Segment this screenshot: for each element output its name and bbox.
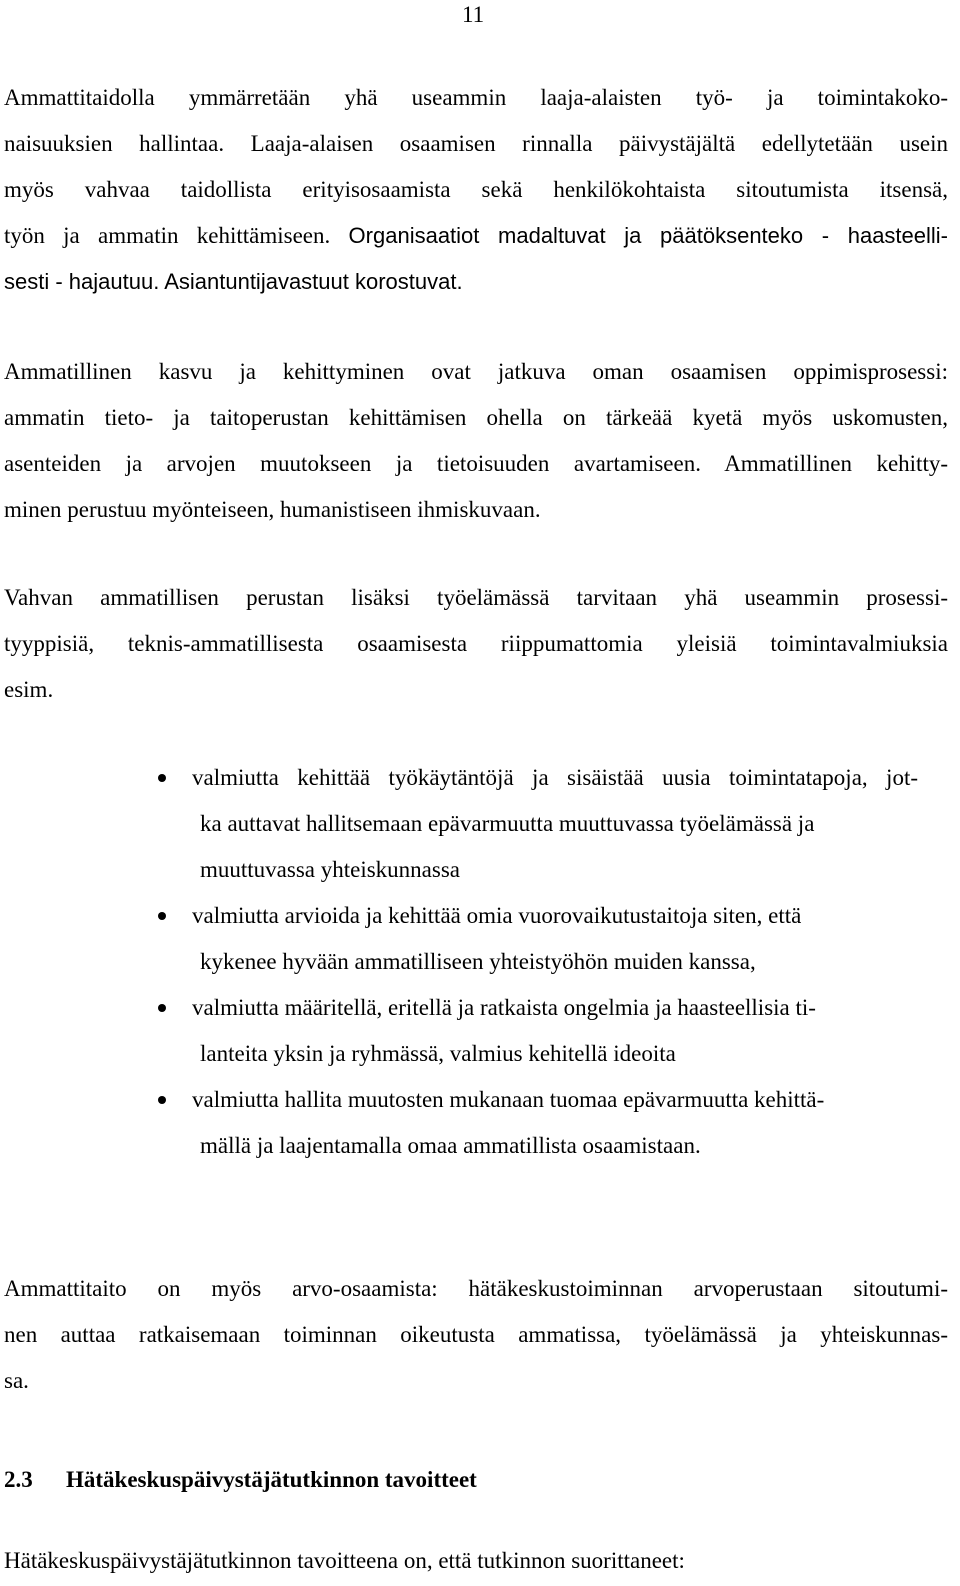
list-item-continuation	[158, 939, 918, 985]
list-item-text: muuttuvassa yhteiskunnassa	[200, 857, 460, 882]
list-item-continuation	[158, 1031, 918, 1077]
paragraph-line: minen perustuu myönteiseen, humanistiseen ihmiskuvaan.	[4, 497, 541, 522]
paragraph-1	[4, 75, 948, 305]
paragraph-line: esim.	[4, 677, 54, 702]
page-number: 11	[462, 2, 485, 27]
section-title: Hätäkeskuspäivystäjätutkinnon tavoitteet	[66, 1467, 477, 1492]
paragraph-4	[4, 1266, 948, 1404]
bullet-icon	[158, 1004, 166, 1012]
list-item	[158, 893, 918, 939]
list-item	[158, 1077, 918, 1123]
paragraph-line-part: työn ja ammatin kehittämiseen.	[4, 223, 331, 248]
paragraph-line: Hätäkeskuspäivystäjätutkinnon tavoitteena on, että tutkinnon suorittaneet:	[4, 1548, 685, 1573]
list-item	[158, 985, 918, 1031]
paragraph-line: Ammatillinen kasvu ja kehittyminen ovat jatkuva oman osaamisen oppimisprosessi:	[4, 359, 948, 384]
list-item-text: valmiutta hallita muutosten mukanaan tuomaa epävarmuutta kehittä-	[192, 1087, 825, 1112]
paragraph-2	[4, 349, 948, 533]
paragraph-line: myös vahvaa taidollista erityisosaamista sekä henkilökohtaista sitoutumista itsensä,	[4, 177, 948, 202]
bullet-icon	[158, 912, 166, 920]
bullet-list	[158, 755, 918, 1169]
paragraph-line: nen auttaa ratkaisemaan toiminnan oikeutusta ammatissa, työelämässä ja yhteiskunnas-	[4, 1322, 948, 1347]
paragraph-line: sesti - hajautuu. Asiantuntijavastuut korostuvat.	[4, 269, 463, 294]
list-item-text: kykenee hyvään ammatilliseen yhteistyöhön muiden kanssa,	[200, 949, 756, 974]
paragraph-line: asenteiden ja arvojen muutokseen ja tietoisuuden avartamiseen. Ammatillinen kehitty-	[4, 451, 948, 476]
paragraph-3	[4, 575, 948, 713]
bullet-icon	[158, 1096, 166, 1104]
paragraph-line: Ammattitaidolla ymmärretään yhä useammin laaja-alaisten työ- ja toimintakoko-	[4, 85, 948, 110]
section-heading	[4, 1457, 477, 1503]
paragraph-line-part-sans: Organisaatiot madaltuvat ja päätöksenteko - haasteelli-	[348, 223, 949, 248]
list-item-text: ka auttavat hallitsemaan epävarmuutta muuttuvassa työelämässä ja	[200, 811, 815, 836]
paragraph-line: naisuuksien hallintaa. Laaja-alaisen osaamisen rinnalla päivystäjältä edellytetään usein	[4, 131, 948, 156]
paragraph-line-mixed	[4, 213, 948, 259]
paragraph-line: Ammattitaito on myös arvo-osaamista: hätäkeskustoiminnan arvoperustaan sitoutumi-	[4, 1276, 948, 1301]
section-number: 2.3	[4, 1467, 33, 1492]
list-item-text: valmiutta arvioida ja kehittää omia vuorovaikutustaitoja siten, että	[192, 903, 802, 928]
list-item-text: mällä ja laajentamalla omaa ammatillista osaamistaan.	[200, 1133, 701, 1158]
bullet-icon	[158, 774, 166, 782]
list-item-continuation	[158, 801, 918, 847]
paragraph-line: Vahvan ammatillisen perustan lisäksi työelämässä tarvitaan yhä useammin prosessi-	[4, 585, 948, 610]
list-item-text: lanteita yksin ja ryhmässä, valmius kehitellä ideoita	[200, 1041, 676, 1066]
list-item	[158, 755, 918, 801]
list-item-continuation	[158, 847, 918, 893]
list-item-text: valmiutta kehittää työkäytäntöjä ja sisäistää uusia toimintatapoja, jot-	[192, 765, 918, 790]
paragraph-line: ammatin tieto- ja taitoperustan kehittämisen ohella on tärkeää kyetä myös uskomusten,	[4, 405, 948, 430]
list-item-continuation	[158, 1123, 918, 1169]
paragraph-5	[4, 1538, 948, 1584]
list-item-text: valmiutta määritellä, eritellä ja ratkaista ongelmia ja haasteellisia ti-	[192, 995, 816, 1020]
paragraph-line: sa.	[4, 1368, 29, 1393]
paragraph-line: tyyppisiä, teknis-ammatillisesta osaamisesta riippumattomia yleisiä toimintavalmiuksia	[4, 631, 948, 656]
